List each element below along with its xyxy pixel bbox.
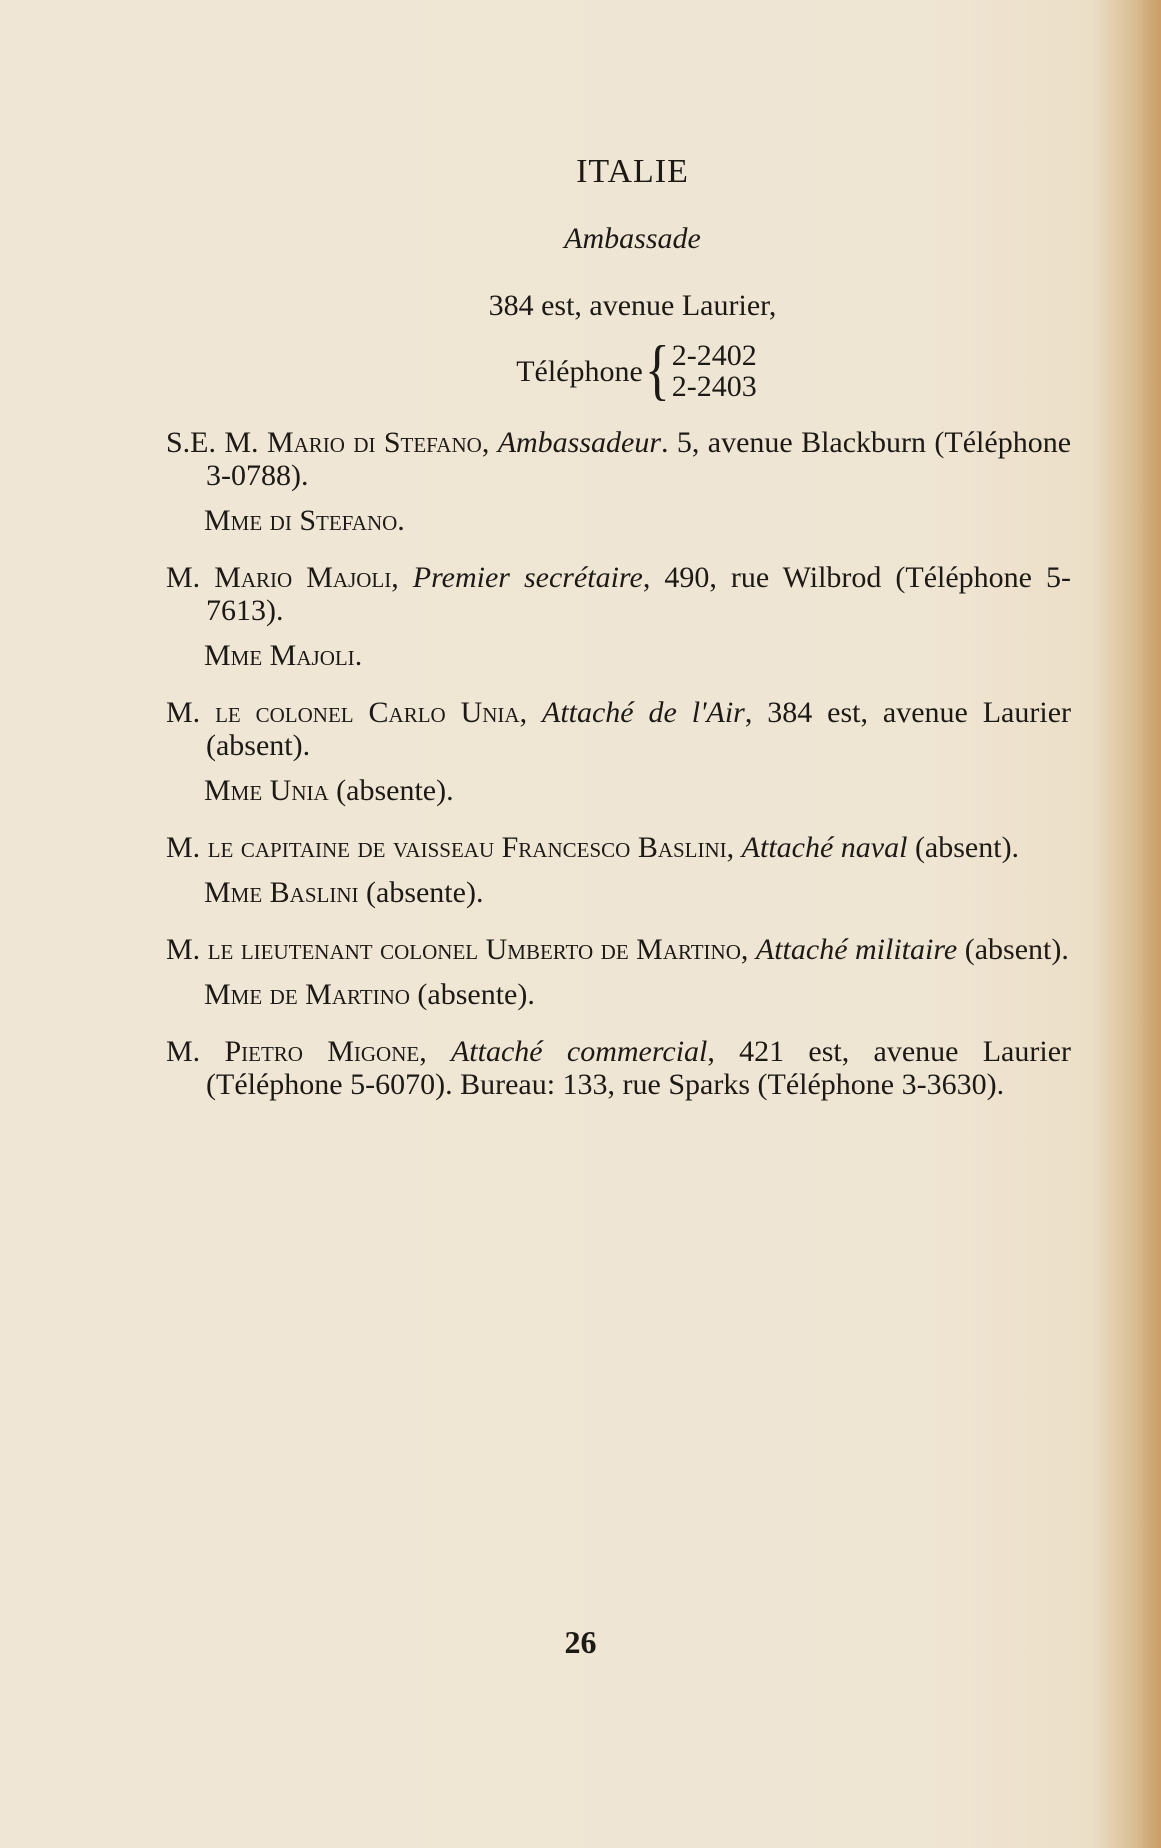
spouse-details: (absente). [409, 978, 535, 1011]
list-item [166, 561, 1071, 672]
entry-details: (absent). [907, 831, 1020, 864]
separator: , [726, 831, 742, 864]
entry-prefix: M. [166, 831, 208, 864]
entry-line [166, 831, 1071, 864]
telephone-numbers [672, 340, 757, 402]
spouse-name: Mme di Stefano [204, 504, 398, 537]
spouse-name: Mme Majoli [204, 639, 355, 672]
spouse-line [166, 639, 1071, 672]
entry-line [166, 1035, 1071, 1101]
spouse-line [166, 504, 1071, 537]
brace-glyph: { [644, 333, 670, 408]
country-title: ITALIE [576, 153, 689, 190]
list-item [166, 426, 1071, 537]
person-name: Mario di Stefano [266, 426, 482, 459]
spouse-name: Mme de Martino [204, 978, 410, 1011]
spouse-line [166, 876, 1071, 909]
separator: , [391, 561, 413, 594]
entry-details: . 5, avenue Blackburn (Téléphone 3-0788). [206, 426, 1072, 492]
entry-line [166, 426, 1071, 492]
person-role: Premier secrétaire [412, 561, 643, 594]
spouse-details: . [354, 639, 363, 672]
separator: , [519, 696, 542, 729]
telephone-number: 2-2403 [671, 370, 757, 403]
person-name: le capitaine de vaisseau Francesco Baslini [207, 831, 727, 864]
separator: , [740, 933, 756, 966]
entry-line [166, 561, 1071, 627]
spouse-name: Mme Baslini [204, 876, 359, 909]
separator: , [419, 1035, 451, 1068]
person-name: Mario Majoli [214, 561, 392, 594]
entry-prefix: M. [166, 933, 208, 966]
spouse-details: (absente). [358, 876, 484, 909]
person-role: Attaché de l'Air [542, 696, 745, 729]
person-role: Ambassadeur [497, 426, 662, 459]
spouse-details: (absente). [328, 774, 454, 807]
telephone-block [202, 333, 1071, 408]
entry-line [166, 933, 1071, 966]
embassy-address: 384 est, avenue Laurier, [488, 289, 777, 322]
person-role: Attaché militaire [755, 933, 958, 966]
entry-prefix: S.E. M. [166, 426, 267, 459]
entry-prefix: M. [166, 561, 215, 594]
page-content [166, 155, 1071, 1125]
entry-line [166, 696, 1071, 762]
separator: , [481, 426, 498, 459]
list-item [166, 696, 1071, 807]
person-name: le colonel Carlo Unia [215, 696, 520, 729]
list-item [166, 1035, 1071, 1101]
page-edge-shadow [1135, 0, 1161, 1848]
page-number: 26 [564, 1624, 597, 1660]
entry-details: (absent). [957, 933, 1069, 966]
telephone-number: 2-2402 [671, 339, 757, 372]
entry-details: , 490, rue Wilbrod (Téléphone 5-7613). [206, 561, 1072, 627]
list-item [166, 831, 1071, 909]
person-role: Attaché commercial [450, 1035, 708, 1068]
entry-prefix: M. [166, 696, 216, 729]
spouse-line [166, 978, 1071, 1011]
spouse-name: Mme Unia [204, 774, 329, 807]
telephone-label: Téléphone [516, 354, 643, 388]
entry-details: , 421 est, avenue Laurier (Téléphone 5-6070). Bureau: 133, rue Sparks (Téléphone 3-3630). [206, 1035, 1071, 1101]
spouse-line [166, 774, 1071, 807]
entry-prefix: M. [166, 1035, 225, 1068]
person-name: Pietro Migone [224, 1035, 420, 1068]
person-name: le lieutenant colonel Umberto de Martino [207, 933, 741, 966]
list-item [166, 933, 1071, 1011]
section-subtitle: Ambassade [564, 222, 701, 255]
entry-details: , 384 est, avenue Laurier (absent). [206, 696, 1071, 762]
spouse-details: . [397, 504, 405, 537]
person-role: Attaché naval [741, 831, 908, 864]
